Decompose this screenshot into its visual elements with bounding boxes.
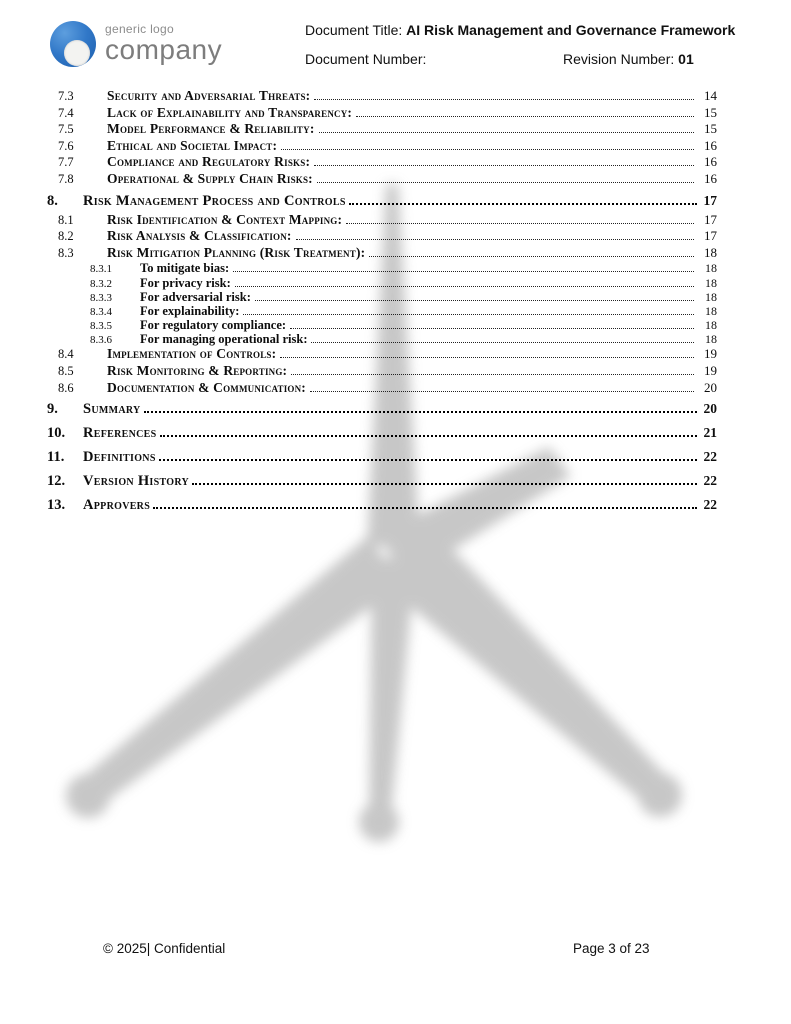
toc-entry-number: 8.3.3	[90, 291, 112, 304]
toc-entry-number: 8.3.1	[90, 263, 112, 276]
logo-company-name: company	[105, 34, 223, 65]
toc-entry[interactable]	[45, 121, 717, 138]
toc-dot-leader	[144, 411, 697, 413]
toc-dot-leader	[310, 391, 694, 392]
toc-entry-number: 8.3	[58, 245, 74, 260]
toc-entry-number: 7.5	[58, 122, 74, 137]
toc-entry-label: Operational & Supply Chain Risks:	[107, 170, 313, 186]
toc-entry[interactable]	[45, 154, 717, 171]
page-header	[50, 16, 751, 86]
footer-copyright: © 2025| Confidential	[103, 941, 226, 956]
toc-entry-label: Risk Analysis & Classification:	[107, 228, 292, 244]
toc-dot-leader	[153, 507, 697, 509]
document-title-value: AI Risk Management and Governance Framework	[406, 22, 736, 38]
toc-dot-leader	[319, 132, 694, 133]
toc-entry-page-number: 16	[704, 170, 717, 186]
toc-entry[interactable]	[45, 261, 717, 275]
toc-entry-number: 7.7	[58, 155, 74, 170]
toc-entry[interactable]	[45, 380, 717, 397]
toc-dot-leader	[290, 328, 694, 329]
toc-dot-leader	[160, 435, 698, 437]
toc-entry[interactable]	[45, 138, 717, 155]
toc-dot-leader	[192, 483, 697, 485]
document-number-field	[305, 51, 563, 67]
footer-page-number: Page 3 of 23	[573, 941, 650, 956]
document-title-line	[305, 22, 735, 38]
toc-entry-number: 7.8	[58, 171, 74, 186]
toc-entry-label: For managing operational risk:	[140, 332, 308, 347]
toc-entry[interactable]	[45, 212, 717, 229]
toc-entry-page-number: 17	[704, 228, 717, 244]
toc-entry-number: 10.	[47, 425, 66, 442]
toc-entry-label: Compliance and Regulatory Risks:	[107, 154, 311, 170]
toc-entry-number: 7.3	[58, 89, 74, 103]
toc-entry-number: 8.1	[58, 212, 74, 227]
document-metadata	[305, 22, 735, 67]
toc-entry-label: Risk Mitigation Planning (Risk Treatment):	[107, 244, 366, 260]
toc-entry-number: 8.3.5	[90, 320, 112, 333]
toc-entry-page-number: 18	[704, 244, 717, 260]
toc-entry-label: Risk Management Process and Controls	[83, 192, 346, 209]
toc-entry-page-number: 22	[703, 497, 717, 513]
revision-number-label: Revision Number:	[563, 51, 675, 67]
page-footer	[0, 941, 791, 961]
toc-entry-page-number: 18	[705, 303, 717, 318]
toc-dot-leader	[349, 203, 697, 205]
logo-tagline: generic logo	[105, 22, 174, 36]
toc-entry-number: 13.	[47, 497, 66, 514]
toc-entry-page-number: 22	[703, 449, 717, 465]
toc-entry-label: Model Performance & Reliability:	[107, 121, 315, 137]
toc-entry[interactable]	[45, 398, 717, 420]
toc-dot-leader	[291, 374, 694, 375]
toc-entry[interactable]	[45, 332, 717, 346]
toc-entry[interactable]	[45, 190, 717, 212]
document-number-label: Document Number:	[305, 51, 427, 67]
toc-dot-leader	[317, 182, 694, 183]
toc-dot-leader	[281, 149, 694, 150]
toc-entry-label: Ethical and Societal Impact:	[107, 137, 278, 153]
toc-entry[interactable]	[45, 422, 717, 444]
revision-number-value: 01	[678, 51, 694, 67]
toc-dot-leader	[296, 239, 694, 240]
toc-entry[interactable]	[45, 228, 717, 245]
toc-entry[interactable]	[45, 105, 717, 122]
toc-entry-label: For explainability:	[140, 303, 240, 318]
toc-dot-leader	[159, 459, 697, 461]
toc-entry-page-number: 18	[705, 261, 717, 276]
toc-entry-label: Risk Monitoring & Reporting:	[107, 363, 288, 379]
toc-dot-leader	[356, 116, 694, 117]
toc-dot-leader	[235, 286, 694, 287]
toc-entry[interactable]	[45, 276, 717, 290]
toc-entry[interactable]	[45, 245, 717, 262]
toc-entry[interactable]	[45, 346, 717, 363]
toc-entry-page-number: 20	[703, 401, 717, 417]
toc-entry-page-number: 18	[705, 275, 717, 290]
toc-entry-label: Definitions	[83, 449, 156, 466]
toc-entry-label: Lack of Explainability and Transparency:	[107, 104, 353, 120]
toc-dot-leader	[243, 314, 694, 315]
toc-entry[interactable]	[45, 318, 717, 332]
document-title-label: Document Title:	[305, 22, 403, 38]
toc-entry-page-number: 18	[705, 318, 717, 333]
toc-dot-leader	[314, 165, 694, 166]
toc-dot-leader	[346, 223, 694, 224]
toc-dot-leader	[369, 256, 694, 257]
toc-entry-number: 8.3.2	[90, 277, 112, 290]
toc-entry-number: 7.6	[58, 138, 74, 153]
toc-entry[interactable]	[45, 304, 717, 318]
toc-entry-label: Documentation & Communication:	[107, 379, 306, 395]
toc-entry[interactable]	[45, 171, 717, 188]
toc-entry-number: 8.6	[58, 380, 74, 395]
toc-entry-label: Approvers	[83, 497, 151, 514]
toc-entry-number: 8.	[47, 192, 58, 209]
toc-entry-page-number: 17	[704, 211, 717, 227]
table-of-contents	[45, 88, 717, 516]
toc-entry[interactable]	[45, 494, 717, 516]
toc-entry-label: Version History	[83, 473, 190, 490]
toc-entry[interactable]	[45, 290, 717, 304]
toc-entry[interactable]	[45, 446, 717, 468]
company-logo-icon	[50, 21, 96, 67]
toc-entry-page-number: 16	[704, 137, 717, 153]
toc-dot-leader	[314, 99, 694, 100]
toc-entry-label: Security and Adversarial Threats:	[107, 88, 311, 103]
toc-entry-label: For adversarial risk:	[140, 289, 251, 304]
toc-entry-label: Implementation of Controls:	[107, 346, 277, 362]
toc-entry-label: References	[83, 425, 157, 442]
toc-entry-number: 8.3.4	[90, 305, 112, 318]
company-logo-text	[105, 18, 222, 64]
toc-entry-page-number: 19	[704, 363, 717, 379]
toc-entry-label: Summary	[83, 401, 141, 418]
toc-dot-leader	[280, 357, 694, 358]
toc-entry-label: For regulatory compliance:	[140, 318, 287, 333]
toc-entry-label: For privacy risk:	[140, 275, 231, 290]
toc-entry-label: Risk Identification & Context Mapping:	[107, 211, 343, 227]
toc-entry-page-number: 16	[704, 154, 717, 170]
toc-entry-page-number: 15	[704, 104, 717, 120]
toc-dot-leader	[311, 342, 694, 343]
toc-dot-leader	[233, 271, 694, 272]
toc-entry-page-number: 21	[703, 425, 717, 441]
toc-entry[interactable]	[45, 88, 717, 105]
toc-entry-label: To mitigate bias:	[140, 261, 230, 276]
document-number-line	[305, 51, 735, 67]
toc-entry-number: 8.2	[58, 229, 74, 244]
toc-entry-page-number: 18	[705, 332, 717, 347]
toc-dot-leader	[255, 300, 694, 301]
toc-entry-number: 12.	[47, 473, 66, 490]
toc-entry-number: 9.	[47, 401, 58, 418]
toc-entry-page-number: 14	[704, 88, 717, 103]
toc-entry-number: 11.	[47, 449, 65, 466]
toc-entry-page-number: 22	[703, 473, 717, 489]
company-logo	[50, 18, 222, 67]
toc-entry-page-number: 18	[705, 289, 717, 304]
toc-entry-page-number: 20	[704, 379, 717, 395]
revision-number-field	[563, 51, 694, 67]
toc-entry[interactable]	[45, 470, 717, 492]
toc-entry-page-number: 15	[704, 121, 717, 137]
toc-entry-number: 7.4	[58, 105, 74, 120]
toc-entry-page-number: 19	[704, 346, 717, 362]
toc-entry[interactable]	[45, 363, 717, 380]
toc-entry-number: 8.4	[58, 347, 74, 362]
toc-entry-number: 8.3.6	[90, 334, 112, 347]
toc-entry-page-number: 17	[703, 192, 717, 208]
toc-entry-number: 8.5	[58, 364, 74, 379]
